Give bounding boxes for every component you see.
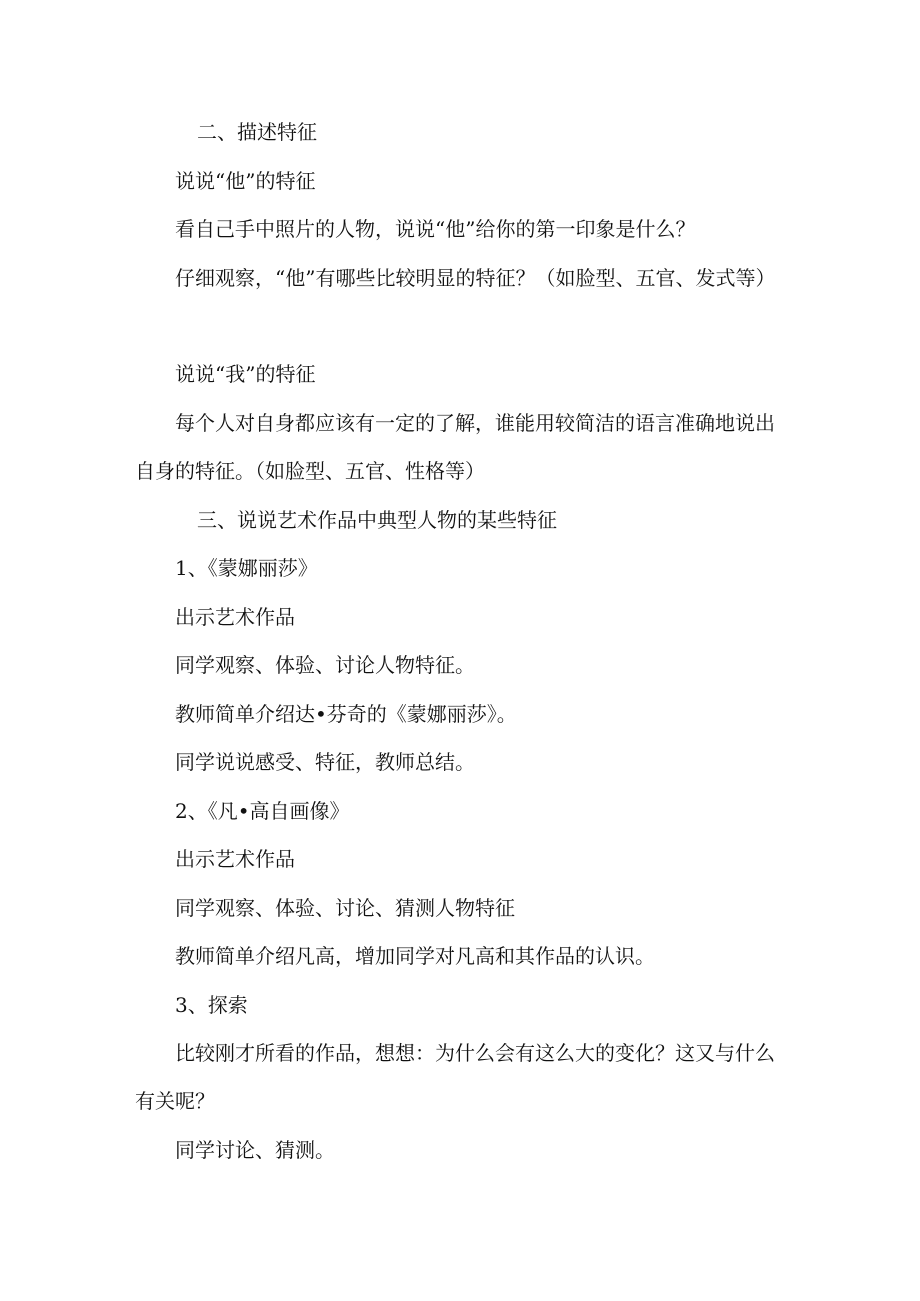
paragraph: 出示艺术作品	[175, 605, 295, 629]
list-item-mona-lisa: 1、《蒙娜丽莎》	[175, 556, 318, 580]
paragraph: 教师简单介绍凡高，增加同学对凡高和其作品的认识。	[175, 944, 655, 968]
paragraph: 看自己手中照片的人物，说说“他”给你的第一印象是什么？	[175, 217, 696, 241]
paragraph: 同学观察、体验、讨论、猜测人物特征	[175, 896, 515, 920]
paragraph: 每个人对自身都应该有一定的了解，谁能用较简洁的语言准确地说出自身的特征。（如脸型、五官、性格等）	[135, 411, 775, 483]
subheading-my-features: 说说“我”的特征	[175, 362, 316, 386]
paragraph: 教师简单介绍达•芬奇的《蒙娜丽莎》。	[175, 702, 517, 726]
section-heading-3: 三、说说艺术作品中典型人物的某些特征	[197, 508, 557, 532]
list-item-van-gogh: 2、《凡•高自画像》	[175, 799, 350, 823]
paragraph: 同学说说感受、特征，教师总结。	[175, 750, 475, 774]
subheading-his-features: 说说“他”的特征	[175, 169, 316, 193]
section-heading-2: 二、描述特征	[197, 120, 317, 144]
paragraph: 同学讨论、猜测。	[175, 1138, 335, 1162]
paragraph: 仔细观察，“他”有哪些比较明显的特征？（如脸型、五官、发式等）	[175, 266, 776, 290]
paragraph: 比较刚才所看的作品，想想：为什么会有这么大的变化？这又与什么有关呢？	[135, 1041, 775, 1113]
paragraph: 同学观察、体验、讨论人物特征。	[175, 653, 475, 677]
list-item-explore: 3、探索	[175, 993, 248, 1017]
paragraph: 出示艺术作品	[175, 847, 295, 871]
